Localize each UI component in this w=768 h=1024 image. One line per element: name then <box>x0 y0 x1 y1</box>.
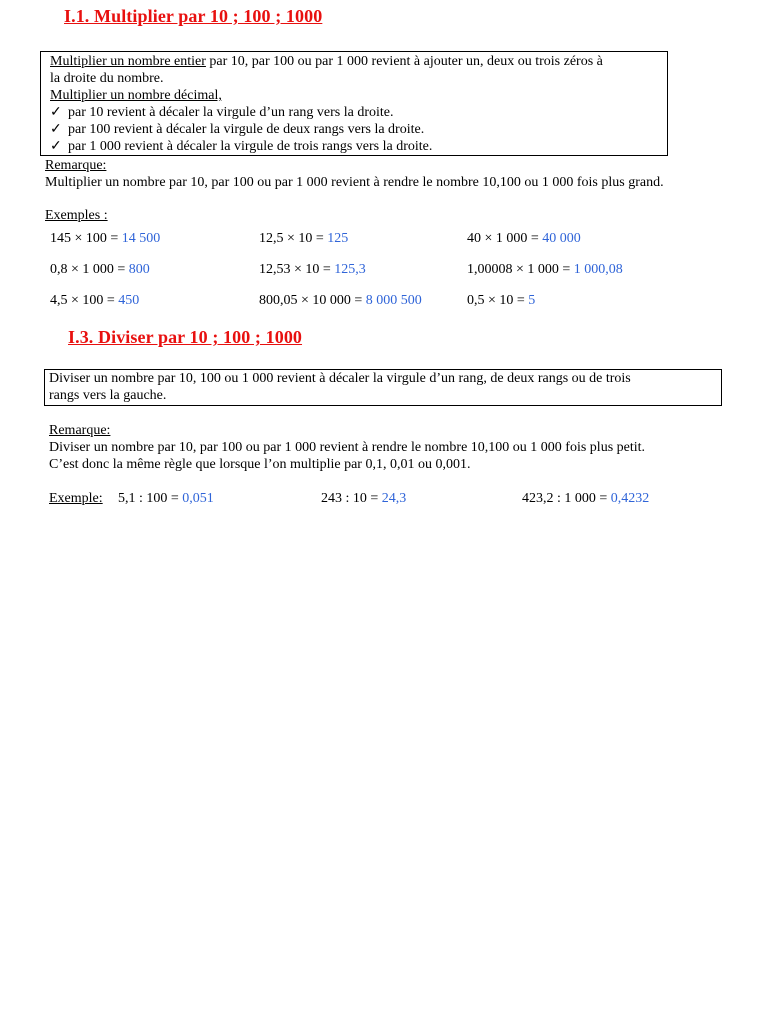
example-item: 12,53 × 10 = 125,3 <box>259 262 366 277</box>
decimal-number-label: Multiplier un nombre décimal, <box>50 88 222 103</box>
check-item <box>50 104 394 121</box>
section-title-divide: I.3. Diviser par 10 ; 100 ; 1000 <box>68 327 303 347</box>
divide-example-item: 5,1 : 100 = 0,051 <box>118 491 214 506</box>
whole-number-text-cont: la droite du nombre. <box>50 71 164 86</box>
divide-rule-line1: Diviser un nombre par 10, 100 ou 1 000 revient à décaler la virgule d’un rang, de deux rangs ou de trois <box>49 371 631 386</box>
divide-example-item: 243 : 10 = 24,3 <box>321 491 407 506</box>
remark-label: Remarque: <box>45 158 107 173</box>
examples-label: Exemples : <box>45 208 108 223</box>
example-item: 0,8 × 1 000 = 800 <box>50 262 150 277</box>
check-icon: ✓ <box>50 139 62 154</box>
example-item: 40 × 1 000 = 40 000 <box>467 231 581 246</box>
divide-example-label: Exemple: <box>49 491 103 506</box>
whole-number-label: Multiplier un nombre entier <box>50 54 206 69</box>
check-item <box>50 138 432 155</box>
check-item-text: par 10 revient à décaler la virgule d’un rang vers la droite. <box>68 105 394 120</box>
multiply-rule-box <box>40 51 668 156</box>
divide-rule-box <box>44 369 722 406</box>
check-icon: ✓ <box>50 122 62 137</box>
whole-number-text: par 10, par 100 ou par 1 000 revient à ajouter un, deux ou trois zéros à <box>205 54 603 69</box>
example-item: 4,5 × 100 = 450 <box>50 293 140 308</box>
example-item: 145 × 100 = 14 500 <box>50 231 161 246</box>
example-item: 0,5 × 10 = 5 <box>467 293 536 308</box>
divide-rule-line2: rangs vers la gauche. <box>49 388 167 403</box>
divide-remark-line2: C’est donc la même règle que lorsque l’on multiplie par 0,1, 0,01 ou 0,001. <box>49 457 471 472</box>
check-icon: ✓ <box>50 105 62 120</box>
check-item-text: par 100 revient à décaler la virgule de deux rangs vers la droite. <box>68 122 425 137</box>
divide-example-item: 423,2 : 1 000 = 0,4232 <box>522 491 650 506</box>
example-item: 1,00008 × 1 000 = 1 000,08 <box>467 262 623 277</box>
whole-number-rule <box>50 53 603 70</box>
example-item: 800,05 × 10 000 = 8 000 500 <box>259 293 422 308</box>
check-item <box>50 121 424 138</box>
divide-remark-line1: Diviser un nombre par 10, par 100 ou par 1 000 revient à rendre le nombre 10,100 ou 1 000 fois plus petit. <box>49 440 646 455</box>
example-item: 12,5 × 10 = 125 <box>259 231 349 246</box>
section-title-multiply: I.1. Multiplier par 10 ; 100 ; 1000 <box>64 6 323 26</box>
check-item-text: par 1 000 revient à décaler la virgule de trois rangs vers la droite. <box>68 139 433 154</box>
remark-text: Multiplier un nombre par 10, par 100 ou par 1 000 revient à rendre le nombre 10,100 ou 1 000 fois plus grand. <box>45 175 664 190</box>
divide-remark-label: Remarque: <box>49 423 111 438</box>
